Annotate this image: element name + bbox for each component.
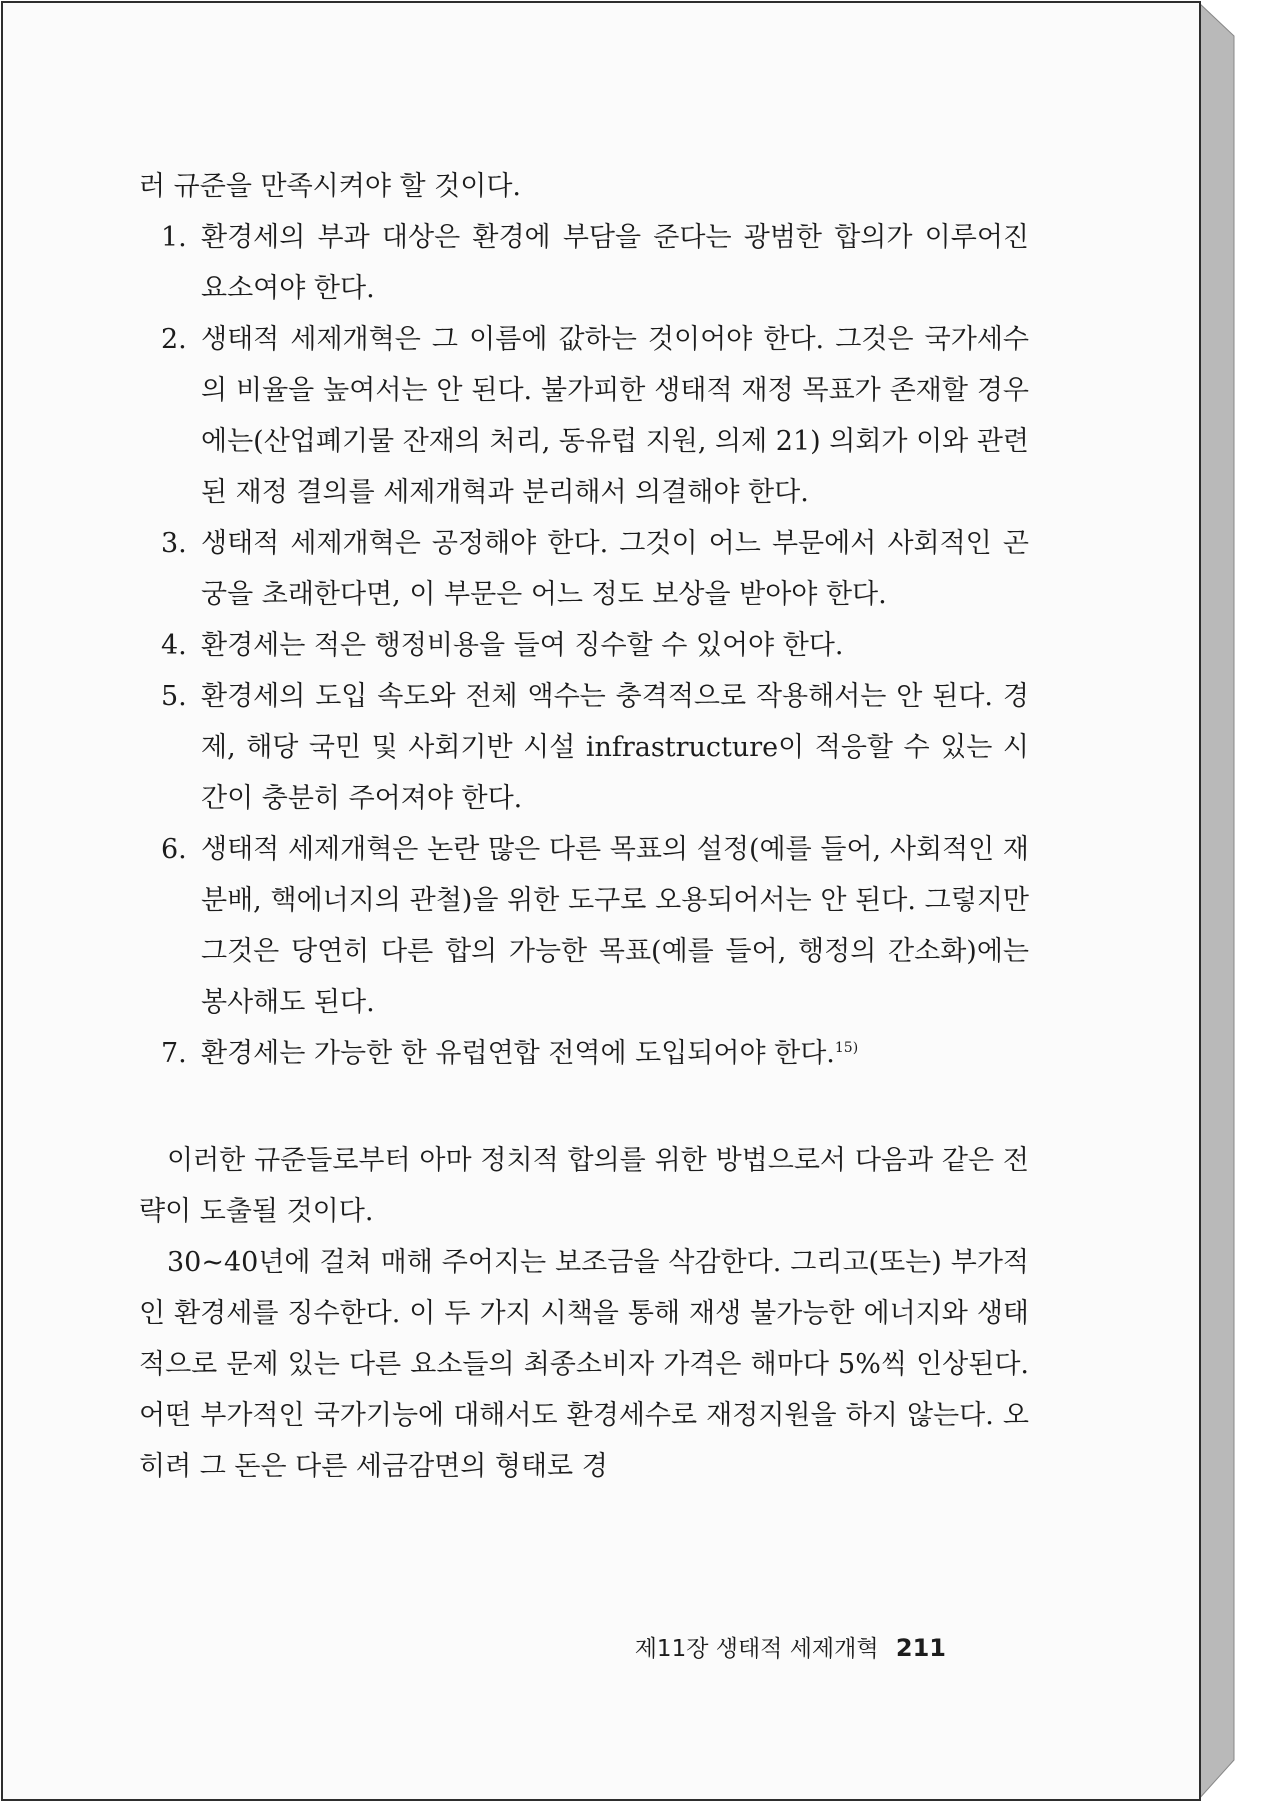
page-body [139,161,1029,1492]
list-item-text: 환경세의 부과 대상은 환경에 부담을 준다는 광범한 합의가 이루어진 요소여야 한다. [201,222,1029,304]
list-item-number: 7. [161,1038,187,1069]
list-item-text: 생태적 세제개혁은 논란 많은 다른 목표의 설정(예를 들어, 사회적인 재분배, 핵에너지의 관철)을 위한 도구로 오용되어서는 안 된다. 그렇지만 그것은 당연히 다른 합의 가능한 목표(예를 들어, 행정의 간소화)에는 봉사해도 된다. [201,834,1029,1018]
book-page [1,1,1201,1801]
list-item-number: 5. [161,681,187,712]
book-edge-shadow [1198,0,1244,1806]
chapter-title: 제11장 생태적 세제개혁 [634,1636,879,1662]
list-item [139,620,1029,671]
list-item [139,314,1029,518]
section-gap [139,1079,1029,1135]
list-item [139,518,1029,620]
list-item [139,824,1029,1028]
list-item [139,1028,1029,1079]
list-item-number: 4. [161,630,187,661]
list-item [139,212,1029,314]
paragraph: 30~40년에 걸쳐 매해 주어지는 보조금을 삭감한다. 그리고(또는) 부가적인 환경세를 징수한다. 이 두 가지 시책을 통해 재생 불가능한 에너지와 생태적으로 문제 있는 다른 요소들의 최종소비자 가격은 해마다 5%씩 인상된다. 어떤 부가적인 국가기능에 대해서도 환경세수로 재정지원을 하지 않는다. 오히려 그 돈은 다른 세금감면의 형태로 경 [139,1247,1029,1482]
criteria-list [139,212,1029,1079]
list-item [139,671,1029,824]
page-number: 211 [895,1634,946,1662]
list-item-text: 환경세의 도입 속도와 전체 액수는 충격적으로 작용해서는 안 된다. 경제, 해당 국민 및 사회기반 시설 infrastructure이 적응할 수 있는 시간이 충분히 주어져야 한다. [201,681,1029,814]
list-item-number: 6. [161,834,187,865]
list-item-number: 2. [161,324,187,355]
list-item-text: 환경세는 가능한 한 유럽연합 전역에 도입되어야 한다. [201,1038,835,1069]
list-item-text: 환경세는 적은 행정비용을 들여 징수할 수 있어야 한다. [201,630,844,661]
running-footer [635,1630,946,1663]
list-item-text: 생태적 세제개혁은 그 이름에 값하는 것이어야 한다. 그것은 국가세수의 비율을 높여서는 안 된다. 불가피한 생태적 재정 목표가 존재할 경우에는(산업폐기물 잔재의 처리, 동유럽 지원, 의제 21) 의회가 이와 관련된 재정 결의를 세제개혁과 분리해서 의결해야 한다. [201,324,1029,508]
list-item-number: 3. [161,528,187,559]
list-item-number: 1. [161,222,187,253]
list-item-text: 생태적 세제개혁은 공정해야 한다. 그것이 어느 부문에서 사회적인 곤궁을 초래한다면, 이 부문은 어느 정도 보상을 받아야 한다. [201,528,1029,610]
footnote-marker: 15) [834,1040,859,1056]
paragraph: 이러한 규준들로부터 아마 정치적 합의를 위한 방법으로서 다음과 같은 전략이 도출될 것이다. [139,1145,1029,1227]
intro-line: 러 규준을 만족시켜야 할 것이다. [139,171,521,202]
